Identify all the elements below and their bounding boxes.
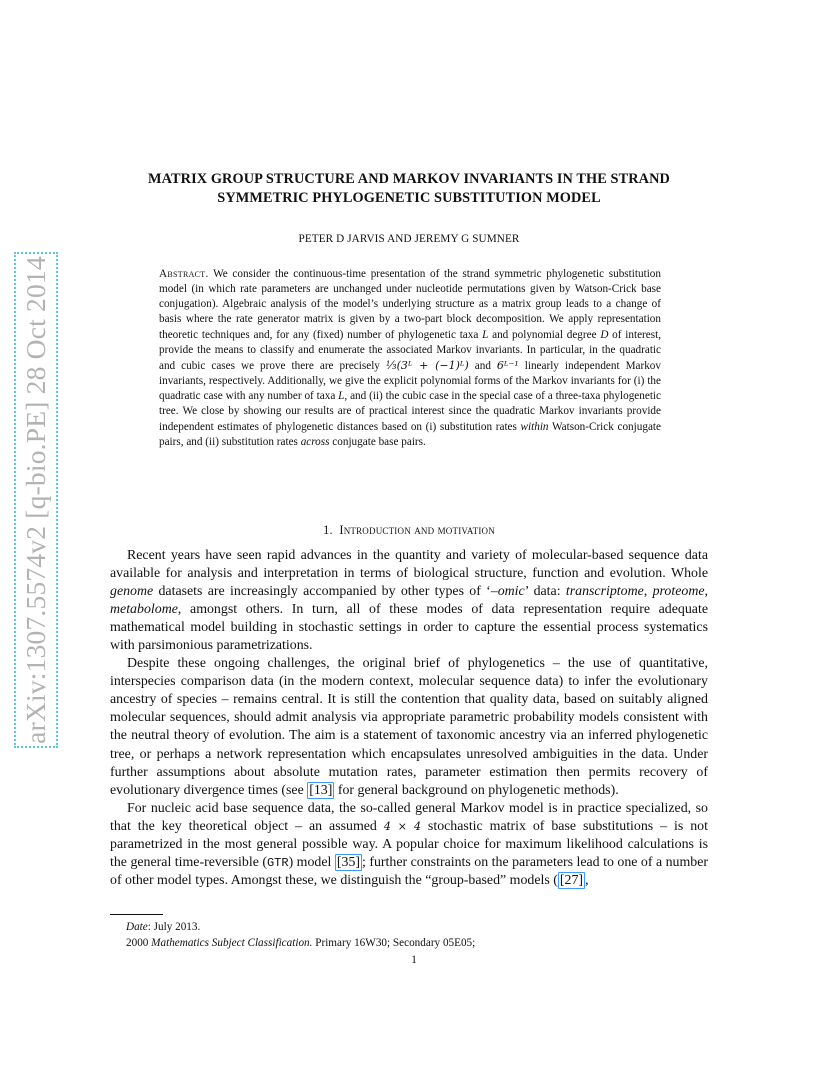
abstract-text: and (468, 359, 497, 372)
section-title: Introduction and motivation (339, 523, 495, 537)
text-run: Recent years have seen rapid advances in the quantity and variety of molecular-based sequence data available for analysis and interpretation in terms of biological structure, function and evolution. Whole (110, 548, 708, 582)
citation-link-35[interactable]: [35] (336, 854, 361, 870)
text-run: ) model (288, 854, 335, 870)
text-run: For nucleic acid base sequence data, the so-called general Markov model is in practice specialized, so that the key theoretical object – an assumed (110, 800, 708, 834)
emphasis: metabolome (110, 602, 178, 618)
paper-title (110, 170, 708, 208)
text-run: , (585, 872, 589, 888)
emphasis-within: within (520, 420, 549, 433)
abstract-text: We consider the continuous-time presentation of the strand symmetric phylogenetic substitution model (in which rate parameters are unchanged under nucleotide permutations given by Watson-Crick base conjugation). Algebraic analysis of the model’s underlying structure as a matrix group leads to a change of basis where the rate generator matrix is given by a two-part block decomposition. We apply representation theoretic techniques and, for any (fixed) number of phylogenetic taxa (159, 268, 661, 341)
footnote-date (126, 921, 200, 933)
abstract-text: and polynomial degree (488, 328, 601, 341)
text-run: for general background on phylogenetic methods). (334, 782, 619, 798)
emphasis: omic (497, 584, 525, 600)
arxiv-stamp (14, 252, 58, 748)
text-run: ’ data: (524, 584, 566, 600)
body-text (110, 547, 708, 890)
arxiv-identifier[interactable]: arXiv:1307.5574v2 [q-bio.PE] 28 Oct 2014 (20, 256, 51, 744)
footnote-rule (110, 914, 163, 915)
footnote-value: : July 2013. (147, 921, 201, 933)
math-L: L (482, 328, 489, 341)
text-run: ; further constraints on the parameters lead to one of a number of other model types. Amongst these, we distinguish the “group-based” models ( (110, 854, 709, 888)
paragraph-2 (110, 655, 708, 799)
footnote-value: Primary 16W30; Secondary 05E05; (312, 937, 476, 949)
citation-link-13[interactable]: [13] (309, 782, 333, 798)
math-D: D (600, 328, 609, 341)
emphasis-across: across (300, 435, 330, 448)
text-run: datasets are increasingly accompanied by other types of ‘– (153, 584, 498, 600)
math-L: L (338, 390, 345, 403)
section-number: 1. (323, 523, 333, 537)
author-list: PETER D JARVIS AND JEREMY G SUMNER (298, 233, 520, 245)
abstract-text: , and (ii) the cubic case in the special case of a three-taxa phylogenetic tree. We close by showing our results are of practical interest since the quadratic Markov invariants provide independent estimates of phylogenetic distances based on (i) substitution rates (159, 390, 661, 433)
math-quadratic-count: ⅓(3ᴸ + (−1)ᴸ) (385, 358, 469, 372)
model-acronym: GTR (266, 855, 289, 870)
abstract-label: Abstract. (159, 268, 209, 280)
citation-link-27[interactable]: [27] (559, 872, 584, 888)
text-run: stochastic matrix of base substitutions – is not parametrized in the most general possible way. A popular choice for maximum likelihood calculations is the general time-reversible ( (110, 818, 708, 870)
emphasis: genome (110, 584, 154, 600)
abstract-text: of interest, provide the means to classify and enumerate the associated Markov invariants. In particular, in the quadratic and cubic cases we prove there are precisely (159, 328, 661, 372)
paragraph-1 (110, 547, 708, 655)
section-heading (110, 523, 708, 538)
text-run: , (643, 584, 653, 600)
abstract-text: linearly independent Markov invariants, respectively. Additionally, we give the explicit polynomial forms of the Markov invariants for (i) the quadratic case with any number of taxa (159, 359, 661, 403)
abstract-text: Watson-Crick conjugate pairs, and (ii) substitution rates (159, 420, 661, 448)
footnote-value: 2000 (126, 937, 152, 949)
text-run: , (704, 584, 708, 600)
page-number: 1 (411, 954, 417, 966)
title-line-1: MATRIX GROUP STRUCTURE AND MARKOV INVARIANTS IN THE STRAND (148, 171, 670, 187)
abstract (159, 267, 661, 450)
emphasis: proteome (652, 584, 705, 600)
abstract-text: conjugate base pairs. (329, 435, 426, 448)
footnote-label: Date (126, 921, 148, 933)
footnote-msc (126, 937, 475, 949)
math-matrix-dimension: 4 × 4 (383, 819, 421, 833)
paragraph-3 (110, 800, 708, 890)
title-line-2: SYMMETRIC PHYLOGENETIC SUBSTITUTION MODEL (217, 190, 601, 206)
text-run: Despite these ongoing challenges, the original brief of phylogenetics – the use of quantitative, interspecies comparison data (in the modern context, molecular sequence data) to infer the evolutionary ancestry of species – remains central. It is still the contention that quality data, based on suitably aligned molecular sequences, should admit analysis via appropriate parametric probability models consistent with the neutral theory of evolution. The aim is a statement of taxonomic ancestry via an inferred phylogenetic tree, or perhaps a network representation which encapsulates unresolved ambiguities in the data. Under further assumptions about absolute mutation rates, parameter estimation then permits recovery of evolutionary divergence times (see (110, 656, 708, 798)
emphasis: transcriptome (565, 584, 644, 600)
math-cubic-count: 6ᴸ⁻¹ (496, 358, 519, 372)
text-run: , amongst others. In turn, all of these modes of data representation require adequate mathematical model building in stochastic settings in order to capture the essential process systematics with parsimonious parametrizations. (110, 602, 708, 654)
footnote-label: Mathematics Subject Classification. (151, 937, 313, 949)
